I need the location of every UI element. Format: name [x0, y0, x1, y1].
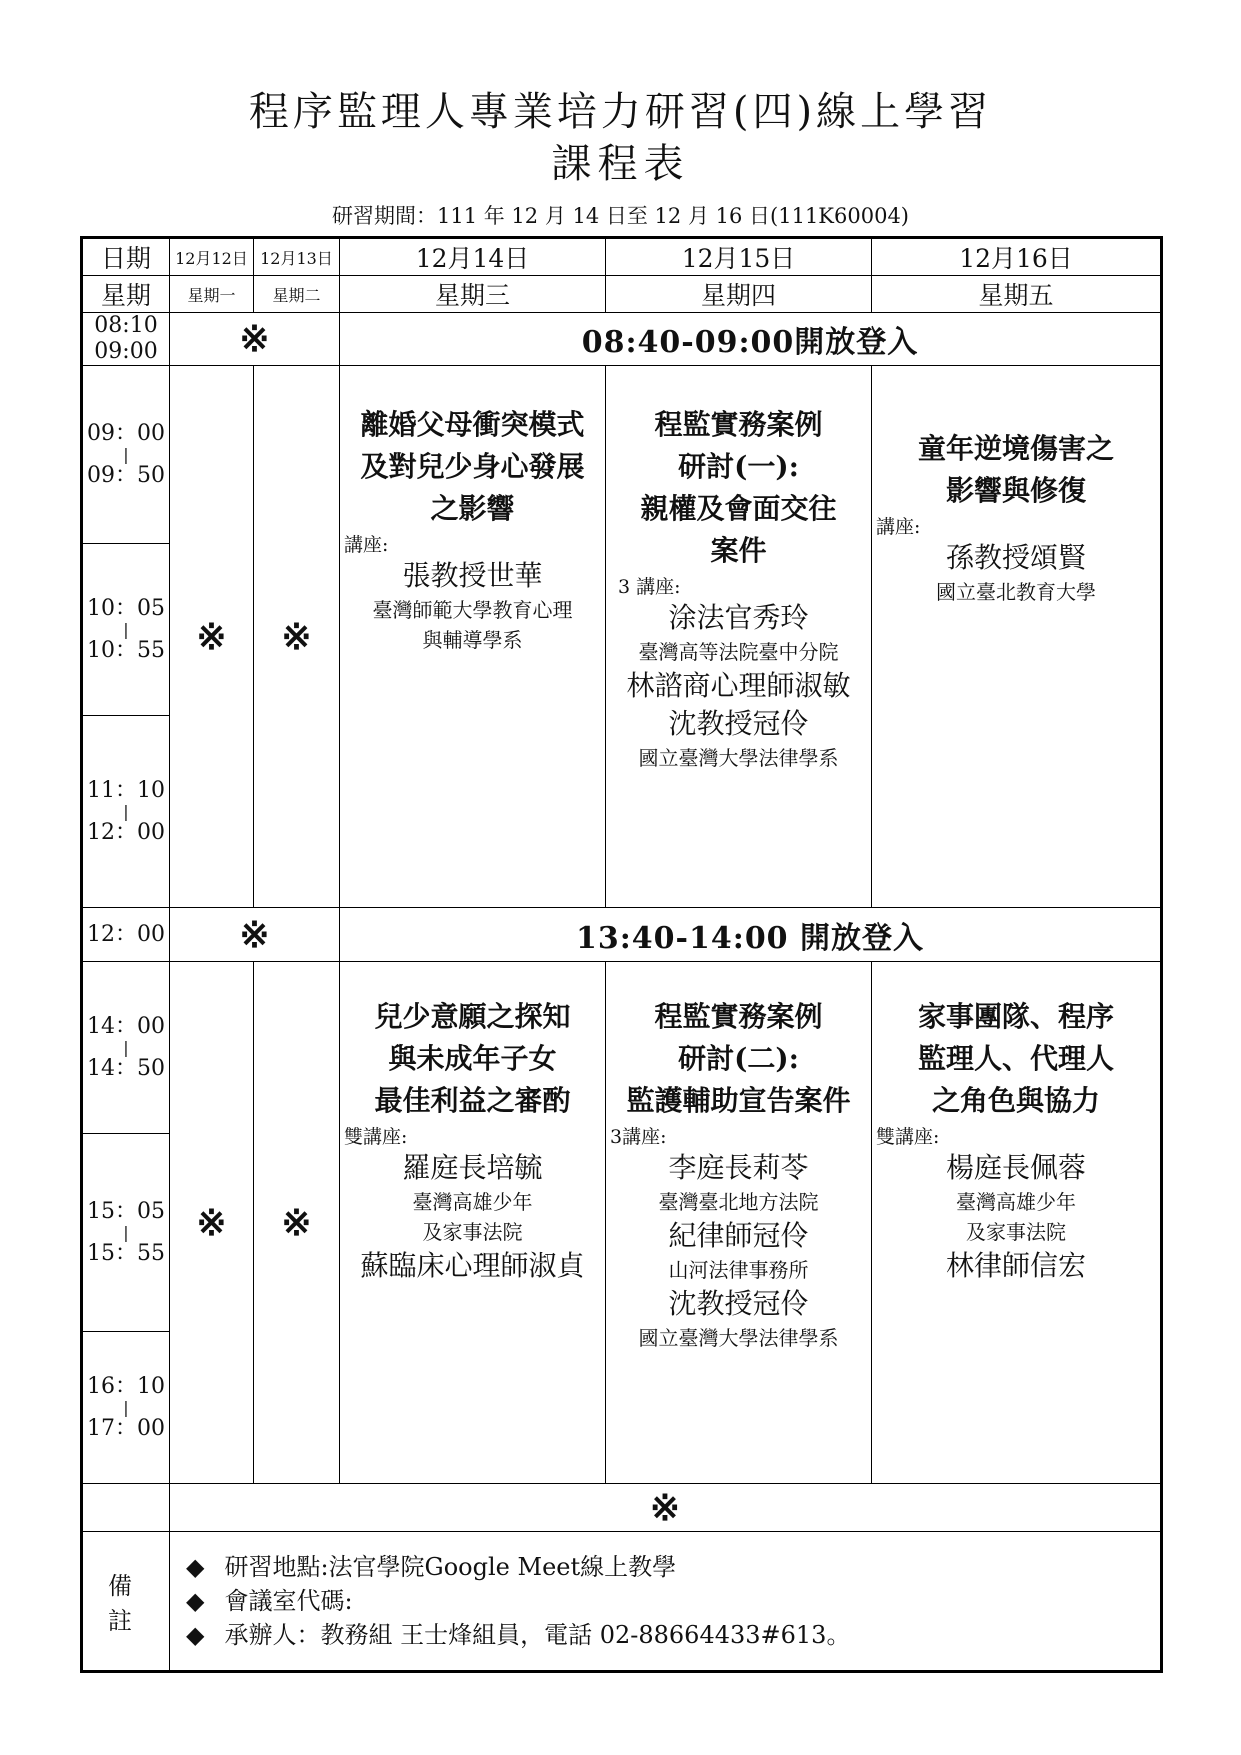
- course-title: 程監實務案例 研討(一): 親權及會面交往 案件: [640, 408, 837, 567]
- morning-login-notice: 08:40-09:00開放登入: [340, 313, 1162, 366]
- diamond-bullet-icon: ◆: [186, 1553, 205, 1581]
- time-start: 15：05: [87, 1198, 165, 1224]
- notes-item: ◆ 會議室代碼:: [186, 1587, 353, 1615]
- schedule-table: [80, 236, 1163, 1673]
- lecture-label: 雙講座:: [344, 1126, 408, 1148]
- afternoon-login-notice: 13:40-14:00 開放登入: [340, 908, 1162, 962]
- date-thu: 12月15日: [606, 238, 872, 276]
- no-class-mark: ※: [170, 313, 340, 366]
- notes-item: ◆ 承辦人：教務組 王士烽組員，電話 02-88664433#613。: [186, 1621, 851, 1649]
- time-slot-1610: 16：10 | 17：00: [82, 1332, 170, 1484]
- speaker-name: 林諮商心理師淑敏: [626, 669, 851, 702]
- course-cell-thu-pm: [606, 962, 872, 1484]
- time-end: 15：55: [87, 1240, 165, 1266]
- weekday-tue: 星期二: [254, 276, 340, 313]
- time-slot-1005: 10：05 | 10：55: [82, 544, 170, 716]
- date-fri: 12月16日: [872, 238, 1162, 276]
- speaker-org: 國立臺北教育大學: [936, 580, 1096, 604]
- speaker-org: 臺灣高雄少年: [956, 1190, 1076, 1214]
- time-slot-1110: 11：10 | 12：00: [82, 716, 170, 908]
- speaker-name: 沈教授冠伶: [668, 707, 809, 740]
- lecture-info: [606, 1122, 871, 1353]
- lecture-info: [606, 572, 871, 773]
- document-subtitle: 課程表: [551, 141, 690, 187]
- date-wed: 12月14日: [340, 238, 606, 276]
- no-class-mark: ※: [254, 962, 340, 1484]
- course-title: 童年逆境傷害之 影響與修復: [917, 432, 1114, 507]
- empty-cell: [82, 1484, 170, 1532]
- time-slot-1505: 15：05 | 15：55: [82, 1134, 170, 1332]
- speaker-name: 蘇臨床心理師淑貞: [360, 1249, 585, 1282]
- course-cell-thu-am: [606, 366, 872, 908]
- no-class-mark: ※: [170, 1484, 1162, 1532]
- date-row: [82, 238, 1162, 276]
- course-title: 兒少意願之探知 與未成年子女 最佳利益之審酌: [374, 1000, 571, 1117]
- course-title: 離婚父母衝突模式 及對兒少身心發展 之影響: [360, 408, 585, 525]
- time-start: 10：05: [87, 595, 165, 621]
- notes-row: [82, 1532, 1162, 1672]
- speaker-name: 張教授世華: [402, 559, 543, 592]
- time-end: 10：55: [87, 637, 165, 663]
- date-label: 日期: [82, 238, 170, 276]
- speaker-org: 國立臺灣大學法律學系: [638, 746, 839, 770]
- time-slot-1400: 14：00 | 14：50: [82, 962, 170, 1134]
- course-title: 程監實務案例 研討(二): 監護輔助宣告案件: [626, 1000, 851, 1117]
- lecture-info: [872, 1122, 1160, 1285]
- course-cell-fri-pm: [872, 962, 1162, 1484]
- lecture-label: 3講座:: [610, 1126, 667, 1148]
- speaker-org: 山河法律事務所: [668, 1258, 809, 1282]
- weekday-thu: 星期四: [606, 276, 872, 313]
- time-start: 11：10: [87, 777, 165, 803]
- speaker-name: 林律師信宏: [945, 1249, 1086, 1282]
- lecture-label: 講座:: [876, 516, 921, 538]
- evening-row: [82, 1484, 1162, 1532]
- no-class-mark: ※: [170, 366, 254, 908]
- lecture-info: [340, 1122, 605, 1285]
- date-tue: 12月13日: [254, 238, 340, 276]
- time-start: 08:10: [94, 313, 158, 338]
- document-title: 程序監理人專業培力研習(四)線上學習: [248, 89, 993, 135]
- lecture-label: 3 講座:: [618, 576, 681, 598]
- speaker-org: 國立臺灣大學法律學系: [638, 1326, 839, 1350]
- time-slot-login: [82, 313, 170, 366]
- weekday-fri: 星期五: [872, 276, 1162, 313]
- time-start: 09：00: [87, 420, 165, 446]
- time-slot-0900: 09：00 | 09：50: [82, 366, 170, 544]
- weekday-label: 星期: [82, 276, 170, 313]
- lecture-info: [872, 512, 1160, 607]
- speaker-name: 李庭長莉苓: [668, 1151, 809, 1184]
- course-cell-fri-am: [872, 366, 1162, 908]
- speaker-org: 及家事法院: [966, 1220, 1066, 1244]
- speaker-org: 與輔導學系: [422, 628, 523, 652]
- time-end: 14：50: [87, 1055, 165, 1081]
- morning-row-1: [82, 366, 1162, 544]
- no-class-mark: ※: [254, 366, 340, 908]
- notes-list: [170, 1532, 1162, 1672]
- morning-login-row: [82, 313, 1162, 366]
- lecture-label: 雙講座:: [876, 1126, 940, 1148]
- speaker-name: 羅庭長培毓: [402, 1151, 543, 1184]
- notes-item: ◆ 研習地點:法官學院Google Meet線上教學: [186, 1553, 677, 1581]
- speaker-org: 臺灣高雄少年: [412, 1190, 533, 1214]
- noon-row: [82, 908, 1162, 962]
- speaker-name: 沈教授冠伶: [668, 1287, 809, 1320]
- no-class-mark: ※: [170, 962, 254, 1484]
- time-end: 09：50: [87, 462, 165, 488]
- time-end: 09:00: [94, 339, 158, 364]
- time-start: 14：00: [87, 1013, 165, 1039]
- weekday-wed: 星期三: [340, 276, 606, 313]
- diamond-bullet-icon: ◆: [186, 1587, 205, 1615]
- time-slot-noon: 12：00: [82, 908, 170, 962]
- course-title: 家事團隊、程序 監理人、代理人 之角色與協力: [917, 1000, 1114, 1117]
- time-end: 17：00: [87, 1415, 165, 1441]
- course-cell-wed-pm: [340, 962, 606, 1484]
- weekday-mon: 星期一: [170, 276, 254, 313]
- speaker-org: 臺灣臺北地方法院: [658, 1190, 819, 1214]
- study-period: 研習期間：111 年 12 月 14 日至 12 月 16 日(111K60004): [331, 204, 909, 228]
- speaker-org: 及家事法院: [422, 1220, 523, 1244]
- notes-label: 備 註: [82, 1532, 170, 1672]
- speaker-org: 臺灣高等法院臺中分院: [638, 640, 839, 664]
- course-cell-wed-am: [340, 366, 606, 908]
- speaker-org: 臺灣師範大學教育心理: [372, 598, 573, 622]
- time-end: 12：00: [87, 819, 165, 845]
- lecture-info: [340, 530, 605, 655]
- speaker-name: 楊庭長佩蓉: [945, 1151, 1086, 1184]
- speaker-name: 孫教授頌賢: [945, 541, 1086, 574]
- diamond-bullet-icon: ◆: [186, 1621, 205, 1649]
- date-mon: 12月12日: [170, 238, 254, 276]
- speaker-name: 涂法官秀玲: [668, 601, 809, 634]
- weekday-row: [82, 276, 1162, 313]
- speaker-name: 紀律師冠伶: [668, 1219, 809, 1252]
- time-start: 16：10: [87, 1373, 165, 1399]
- afternoon-row-1: [82, 962, 1162, 1134]
- no-class-mark: ※: [170, 908, 340, 962]
- lecture-label: 講座:: [344, 534, 389, 556]
